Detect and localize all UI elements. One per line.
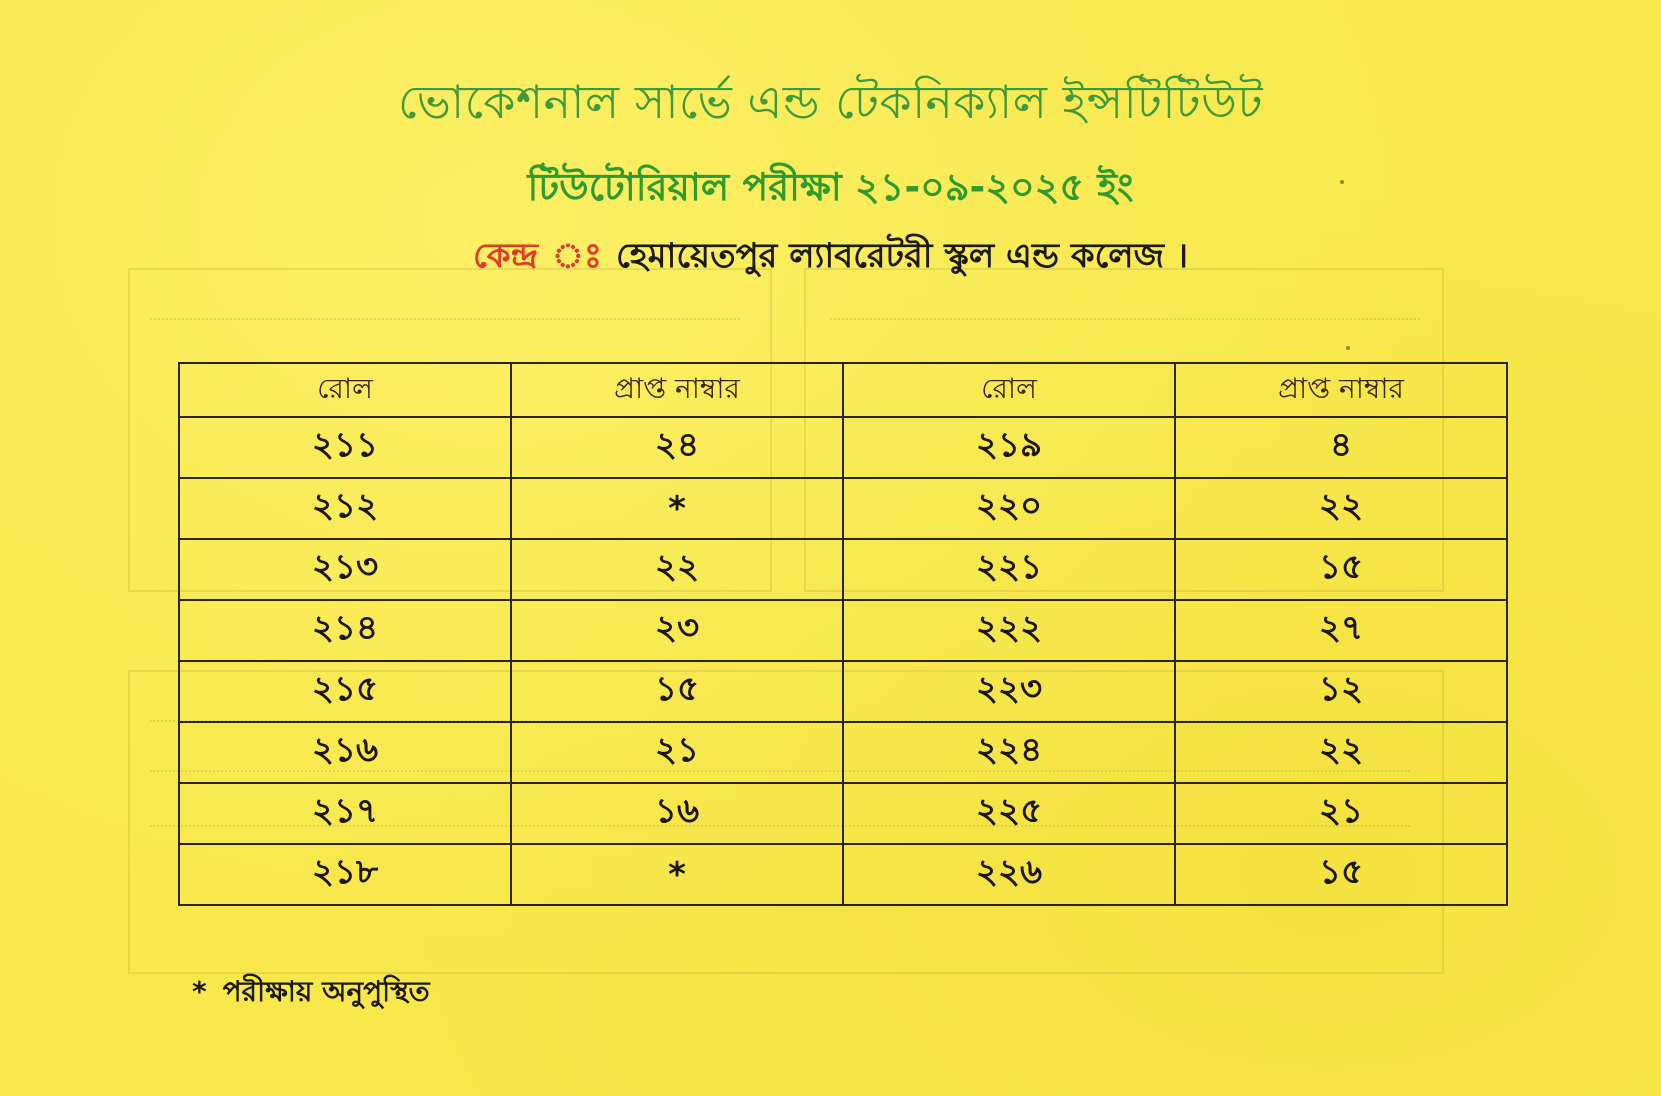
bleed-through-line bbox=[830, 318, 1420, 320]
column-header-roll: রোল bbox=[843, 363, 1175, 417]
table-row bbox=[179, 722, 1507, 783]
absent-footnote bbox=[192, 970, 430, 1017]
exam-title: টিউটোরিয়াল পরীক্ষা ২১-০৯-২০২৫ ইং bbox=[527, 165, 1134, 209]
roll-cell: ২১৯ bbox=[843, 417, 1175, 478]
marks-cell: ২৭ bbox=[1175, 600, 1507, 661]
speck bbox=[1340, 180, 1344, 184]
table-row bbox=[179, 661, 1507, 722]
results-table bbox=[178, 362, 1508, 906]
marks-cell: ১৫ bbox=[511, 661, 843, 722]
marks-cell: ২৪ bbox=[511, 417, 843, 478]
roll-cell: ২২০ bbox=[843, 478, 1175, 539]
roll-cell: ২১১ bbox=[179, 417, 511, 478]
marks-cell: ১৫ bbox=[1175, 844, 1507, 905]
marks-cell: ১৫ bbox=[1175, 539, 1507, 600]
marks-cell: ১৬ bbox=[511, 783, 843, 844]
roll-cell: ২১৮ bbox=[179, 844, 511, 905]
bleed-through-line bbox=[150, 318, 740, 320]
roll-cell: ২১৬ bbox=[179, 722, 511, 783]
roll-cell: ২২৪ bbox=[843, 722, 1175, 783]
footnote-text: পরীক্ষায় অনুপুস্থিত bbox=[222, 975, 430, 1008]
roll-cell: ২২৬ bbox=[843, 844, 1175, 905]
roll-cell: ২২৩ bbox=[843, 661, 1175, 722]
marks-cell: ২২ bbox=[511, 539, 843, 600]
footnote-symbol: * bbox=[192, 975, 207, 1008]
marks-cell: ৪ bbox=[1175, 417, 1507, 478]
roll-cell: ২২২ bbox=[843, 600, 1175, 661]
center-name: হেমায়েতপুর ল্যাবরেটরী স্কুল এন্ড কলেজ । bbox=[616, 236, 1189, 276]
marks-cell: * bbox=[511, 844, 843, 905]
roll-cell: ২১৭ bbox=[179, 783, 511, 844]
table-header-row bbox=[179, 363, 1507, 417]
roll-cell: ২১৩ bbox=[179, 539, 511, 600]
roll-cell: ২১৫ bbox=[179, 661, 511, 722]
institute-title: ভোকেশনাল সার্ভে এন্ড টেকনিক্যাল ইন্সটিটিউট bbox=[397, 75, 1264, 129]
speck bbox=[1346, 346, 1350, 350]
table-row bbox=[179, 539, 1507, 600]
center-label: কেন্দ্র bbox=[472, 236, 539, 276]
table-row bbox=[179, 478, 1507, 539]
roll-cell: ২২৫ bbox=[843, 783, 1175, 844]
roll-cell: ২১৪ bbox=[179, 600, 511, 661]
center-separator: ঃ bbox=[552, 236, 602, 276]
marks-cell: ২৩ bbox=[511, 600, 843, 661]
marks-cell: ১২ bbox=[1175, 661, 1507, 722]
marks-cell: ২২ bbox=[1175, 478, 1507, 539]
roll-cell: ২১২ bbox=[179, 478, 511, 539]
exam-center bbox=[0, 230, 1661, 287]
roll-cell: ২২১ bbox=[843, 539, 1175, 600]
table-row bbox=[179, 844, 1507, 905]
table-row bbox=[179, 600, 1507, 661]
table-row bbox=[179, 417, 1507, 478]
marks-cell: ২১ bbox=[1175, 783, 1507, 844]
marks-cell: ২১ bbox=[511, 722, 843, 783]
marks-cell: * bbox=[511, 478, 843, 539]
marks-cell: ২২ bbox=[1175, 722, 1507, 783]
column-header-marks: প্রাপ্ত নাম্বার bbox=[1175, 363, 1507, 417]
column-header-marks: প্রাপ্ত নাম্বার bbox=[511, 363, 843, 417]
table-row bbox=[179, 783, 1507, 844]
column-header-roll: রোল bbox=[179, 363, 511, 417]
